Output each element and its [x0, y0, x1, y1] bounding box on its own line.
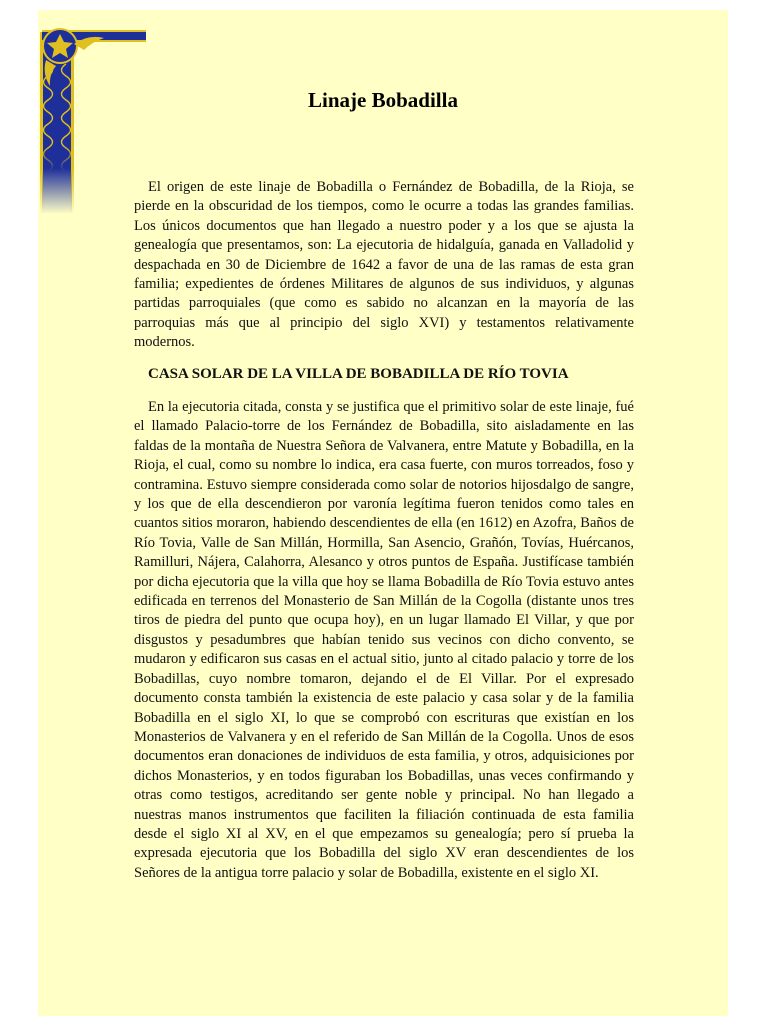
section-heading: CASA SOLAR DE LA VILLA DE BOBADILLA DE RÍO TOVIA [148, 366, 569, 382]
body-paragraph-2: En la ejecutoria citada, consta y se justifica que el primitivo solar de este linaje, fué el llamado Palacio-torre de los Fernández de Bobadilla, sito aisladamente en las faldas de la montaña de Nuestra Señora de Valvanera, entre Matute y Bobadilla, en la Rioja, el cual, como su nombre lo indica, era casa fuerte, con muros torreados, foso y contramina. Estuvo siempre considerada como solar de notorios hijosdalgo de sangre, y los que de ella descendieron por varonía legítima fueron tenidos como tales en cuantos sitios moraron, habiendo descendientes de ella (en 1612) en Azofra, Baños de Río Tovia, Valle de San Millán, Hormilla, San Asencio, Grañón, Tovías, Huércanos, Ramilluri, Nájera, Calahorra, Alesanco y otros puntos de España. Justifícase también por dicha ejecutoria que la villa que hoy se llama Bobadilla de Río Tovia estuvo antes edificada en terrenos del Monasterio de San Millán de la Cogolla (distante unos tres tiros de piedra del punto que ocupa hoy), en un lugar llamado El Villar, y que por disgustos y pesadumbres que habían tenido sus vecinos con dicho convento, se mudaron y edificaron sus casas en el actual sitio, junto al citado palacio y torre de los Bobadillas, cuyo nombre tomaron, dejando el de El Villar. Por el expresado documento consta también la existencia de este palacio y casa solar y de la familia Bobadilla en el siglo XI, lo que se comprobó con escrituras que existían en los Monasterios de Valvanera y en el referido de San Millán de la Cogolla. Unos de esos documentos eran donaciones de individuos de esta familia, y otros, adquisiciones por dichos Monasterios, y en todos figuraban los Bobadillas, unas veces confirmando y otras como testigos, acreditando ser gente noble y principal. No han llegado a nuestras manos instrumentos que faciliten la filiación continuada de esta familia desde el siglo XI al XV, en el que empezamos su genealogía; pero sí prueba la expresada ejecutoria que los Bobadilla del siglo XV eran descendientes de los Señores de la antigua torre palacio y solar de Bobadilla, existente en el siglo XI. [134, 399, 634, 881]
body-paragraph-1: El origen de este linaje de Bobadilla o Fernández de Bobadilla, de la Rioja, se pierde en la obscuridad de los tiempos, como le ocurre a todas las grandes familias. Los únicos documentos que han llegado a nuestro poder y a los que se ajusta la genealogía que presentamos, son: La ejecutoria de hidalguía, ganada en Valladolid y despachada en 30 de Diciembre de 1642 a favor de una de las ramas de esta gran familia; expedientes de órdenes Militares de algunos de sus individuos, y algunas partidas parroquiales (que como es sabido no alcanzan en la mayoría de las parroquias más que al principio del siglo XVI) y testamentos relativamente modernos. [134, 179, 634, 351]
page-title: Linaje Bobadilla [308, 88, 458, 112]
document-page [38, 10, 728, 1016]
ornamental-corner-border-icon [38, 24, 148, 214]
